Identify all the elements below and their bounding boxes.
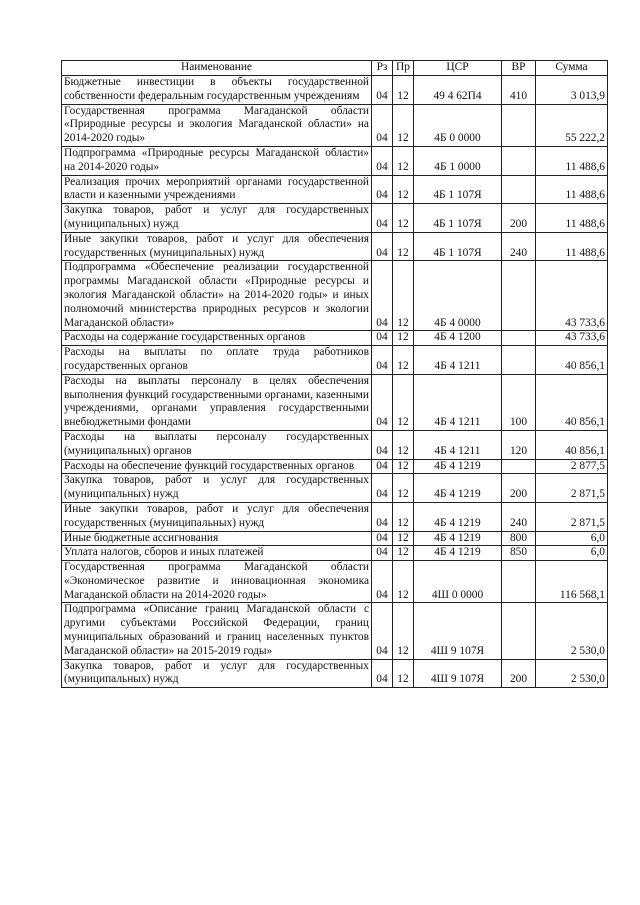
cell-pr: 12 bbox=[393, 374, 414, 430]
cell-csr: 4Б 1 107Я bbox=[414, 175, 502, 204]
cell-rz: 04 bbox=[372, 659, 393, 688]
table-row bbox=[62, 603, 608, 659]
cell-csr: 4Б 4 1211 bbox=[414, 346, 502, 375]
cell-rz: 04 bbox=[372, 502, 393, 531]
header-name: Наименование bbox=[62, 61, 372, 76]
cell-pr: 12 bbox=[393, 502, 414, 531]
cell-rz: 04 bbox=[372, 232, 393, 261]
cell-rz: 04 bbox=[372, 430, 393, 459]
table-row bbox=[62, 175, 608, 204]
cell-rz: 04 bbox=[372, 104, 393, 146]
cell-vr bbox=[502, 104, 536, 146]
table-row bbox=[62, 531, 608, 546]
cell-sum: 43 733,6 bbox=[536, 261, 608, 331]
header-rz: Рз bbox=[372, 61, 393, 76]
header-sum: Сумма bbox=[536, 61, 608, 76]
cell-name: Иные бюджетные ассигнования bbox=[62, 531, 372, 546]
cell-csr: 4Б 1 107Я bbox=[414, 232, 502, 261]
cell-vr: 240 bbox=[502, 502, 536, 531]
cell-pr: 12 bbox=[393, 430, 414, 459]
cell-pr: 12 bbox=[393, 76, 414, 105]
table-row bbox=[62, 331, 608, 346]
cell-pr: 12 bbox=[393, 331, 414, 346]
cell-name: Расходы на содержание государственных органов bbox=[62, 331, 372, 346]
cell-name: Бюджетные инвестиции в объекты государственной собственности федеральным государственным учреждениям bbox=[62, 76, 372, 105]
cell-pr: 12 bbox=[393, 546, 414, 561]
cell-csr: 4Б 0 0000 bbox=[414, 104, 502, 146]
cell-vr bbox=[502, 603, 536, 659]
table-row bbox=[62, 561, 608, 603]
table-row bbox=[62, 104, 608, 146]
cell-pr: 12 bbox=[393, 531, 414, 546]
cell-sum: 6,0 bbox=[536, 531, 608, 546]
cell-sum: 11 488,6 bbox=[536, 175, 608, 204]
cell-sum: 2 871,5 bbox=[536, 474, 608, 503]
cell-pr: 12 bbox=[393, 104, 414, 146]
cell-name: Подпрограмма «Природные ресурсы Магаданской области» на 2014-2020 годы» bbox=[62, 146, 372, 175]
cell-sum: 40 856,1 bbox=[536, 430, 608, 459]
cell-pr: 12 bbox=[393, 146, 414, 175]
cell-rz: 04 bbox=[372, 204, 393, 233]
cell-rz: 04 bbox=[372, 531, 393, 546]
cell-sum: 11 488,6 bbox=[536, 232, 608, 261]
cell-name: Закупка товаров, работ и услуг для государственных (муниципальных) нужд bbox=[62, 474, 372, 503]
cell-pr: 12 bbox=[393, 232, 414, 261]
cell-rz: 04 bbox=[372, 175, 393, 204]
table-row bbox=[62, 76, 608, 105]
cell-pr: 12 bbox=[393, 204, 414, 233]
table-row bbox=[62, 659, 608, 688]
cell-name: Расходы на выплаты по оплате труда работников государственных органов bbox=[62, 346, 372, 375]
cell-sum: 2 530,0 bbox=[536, 659, 608, 688]
cell-rz: 04 bbox=[372, 346, 393, 375]
header-pr: Пр bbox=[393, 61, 414, 76]
cell-sum: 43 733,6 bbox=[536, 331, 608, 346]
cell-name: Государственная программа Магаданской области «Экономическое развитие и инновационная экономика Магаданской области на 2014-2020 годы» bbox=[62, 561, 372, 603]
table-row bbox=[62, 204, 608, 233]
budget-table bbox=[61, 60, 608, 688]
cell-sum: 2 877,5 bbox=[536, 459, 608, 474]
cell-rz: 04 bbox=[372, 474, 393, 503]
cell-vr: 850 bbox=[502, 546, 536, 561]
cell-name: Подпрограмма «Обеспечение реализации государственной программы Магаданской области «Природные ресурсы и экология Магаданской области» на 2014-2020 годы» и иных полномочий министерства природных ресурсов и экологии Магаданской области» bbox=[62, 261, 372, 331]
cell-name: Иные закупки товаров, работ и услуг для обеспечения государственных (муниципальных) нужд bbox=[62, 502, 372, 531]
cell-rz: 04 bbox=[372, 261, 393, 331]
cell-rz: 04 bbox=[372, 331, 393, 346]
cell-csr: 4Б 4 1211 bbox=[414, 374, 502, 430]
cell-vr bbox=[502, 346, 536, 375]
cell-name: Расходы на обеспечение функций государственных органов bbox=[62, 459, 372, 474]
cell-name: Иные закупки товаров, работ и услуг для обеспечения государственных (муниципальных) нужд bbox=[62, 232, 372, 261]
cell-vr: 200 bbox=[502, 474, 536, 503]
cell-pr: 12 bbox=[393, 175, 414, 204]
cell-vr: 100 bbox=[502, 374, 536, 430]
cell-name: Государственная программа Магаданской области «Природные ресурсы и экология Магаданской области» на 2014-2020 годы» bbox=[62, 104, 372, 146]
table-row bbox=[62, 146, 608, 175]
cell-csr: 4Б 1 107Я bbox=[414, 204, 502, 233]
cell-csr: 4Б 4 1211 bbox=[414, 430, 502, 459]
cell-name: Уплата налогов, сборов и иных платежей bbox=[62, 546, 372, 561]
cell-sum: 55 222,2 bbox=[536, 104, 608, 146]
cell-pr: 12 bbox=[393, 346, 414, 375]
table-row bbox=[62, 502, 608, 531]
header-csr: ЦСР bbox=[414, 61, 502, 76]
cell-rz: 04 bbox=[372, 459, 393, 474]
cell-vr: 410 bbox=[502, 76, 536, 105]
cell-vr bbox=[502, 331, 536, 346]
cell-name: Расходы на выплаты персоналу государственных (муниципальных) органов bbox=[62, 430, 372, 459]
table-row bbox=[62, 430, 608, 459]
cell-csr: 4Б 4 1200 bbox=[414, 331, 502, 346]
cell-name: Реализация прочих мероприятий органами государственной власти и казенными учреждениями bbox=[62, 175, 372, 204]
cell-pr: 12 bbox=[393, 561, 414, 603]
cell-vr bbox=[502, 459, 536, 474]
cell-rz: 04 bbox=[372, 146, 393, 175]
cell-name: Расходы на выплаты персоналу в целях обеспечения выполнения функций государственными органами, казенными учреждениями, органами управления государственными внебюджетными фондами bbox=[62, 374, 372, 430]
cell-rz: 04 bbox=[372, 76, 393, 105]
table-header-row bbox=[62, 61, 608, 76]
cell-vr: 200 bbox=[502, 659, 536, 688]
cell-vr: 200 bbox=[502, 204, 536, 233]
cell-csr: 4Б 4 1219 bbox=[414, 531, 502, 546]
cell-rz: 04 bbox=[372, 546, 393, 561]
cell-sum: 40 856,1 bbox=[536, 346, 608, 375]
cell-sum: 11 488,6 bbox=[536, 204, 608, 233]
cell-vr: 240 bbox=[502, 232, 536, 261]
cell-csr: 4Ш 0 0000 bbox=[414, 561, 502, 603]
table-row bbox=[62, 232, 608, 261]
cell-sum: 2 530,0 bbox=[536, 603, 608, 659]
cell-pr: 12 bbox=[393, 659, 414, 688]
cell-csr: 4Б 4 1219 bbox=[414, 474, 502, 503]
cell-name: Закупка товаров, работ и услуг для государственных (муниципальных) нужд bbox=[62, 659, 372, 688]
table-row bbox=[62, 374, 608, 430]
cell-pr: 12 bbox=[393, 603, 414, 659]
cell-rz: 04 bbox=[372, 603, 393, 659]
cell-csr: 4Б 1 0000 bbox=[414, 146, 502, 175]
table-row bbox=[62, 346, 608, 375]
cell-pr: 12 bbox=[393, 474, 414, 503]
cell-sum: 40 856,1 bbox=[536, 374, 608, 430]
cell-csr: 4Б 4 1219 bbox=[414, 502, 502, 531]
table-row bbox=[62, 261, 608, 331]
header-vr: ВР bbox=[502, 61, 536, 76]
cell-csr: 4Б 4 1219 bbox=[414, 546, 502, 561]
cell-name: Закупка товаров, работ и услуг для государственных (муниципальных) нужд bbox=[62, 204, 372, 233]
cell-vr bbox=[502, 561, 536, 603]
cell-vr bbox=[502, 146, 536, 175]
cell-pr: 12 bbox=[393, 459, 414, 474]
cell-sum: 6,0 bbox=[536, 546, 608, 561]
cell-pr: 12 bbox=[393, 261, 414, 331]
cell-csr: 4Б 4 0000 bbox=[414, 261, 502, 331]
cell-csr: 4Ш 9 107Я bbox=[414, 603, 502, 659]
cell-rz: 04 bbox=[372, 561, 393, 603]
table-row bbox=[62, 474, 608, 503]
cell-sum: 2 871,5 bbox=[536, 502, 608, 531]
cell-vr bbox=[502, 261, 536, 331]
cell-vr: 800 bbox=[502, 531, 536, 546]
cell-vr: 120 bbox=[502, 430, 536, 459]
table-row bbox=[62, 459, 608, 474]
cell-sum: 3 013,9 bbox=[536, 76, 608, 105]
cell-name: Подпрограмма «Описание границ Магаданской области с другими субъектами Российской Федерации, границ муниципальных образований и границ населенных пунктов Магаданской области» на 2015-2019 годы» bbox=[62, 603, 372, 659]
cell-csr: 4Ш 9 107Я bbox=[414, 659, 502, 688]
cell-rz: 04 bbox=[372, 374, 393, 430]
table-row bbox=[62, 546, 608, 561]
cell-csr: 49 4 62П4 bbox=[414, 76, 502, 105]
cell-sum: 11 488,6 bbox=[536, 146, 608, 175]
cell-vr bbox=[502, 175, 536, 204]
cell-sum: 116 568,1 bbox=[536, 561, 608, 603]
cell-csr: 4Б 4 1219 bbox=[414, 459, 502, 474]
